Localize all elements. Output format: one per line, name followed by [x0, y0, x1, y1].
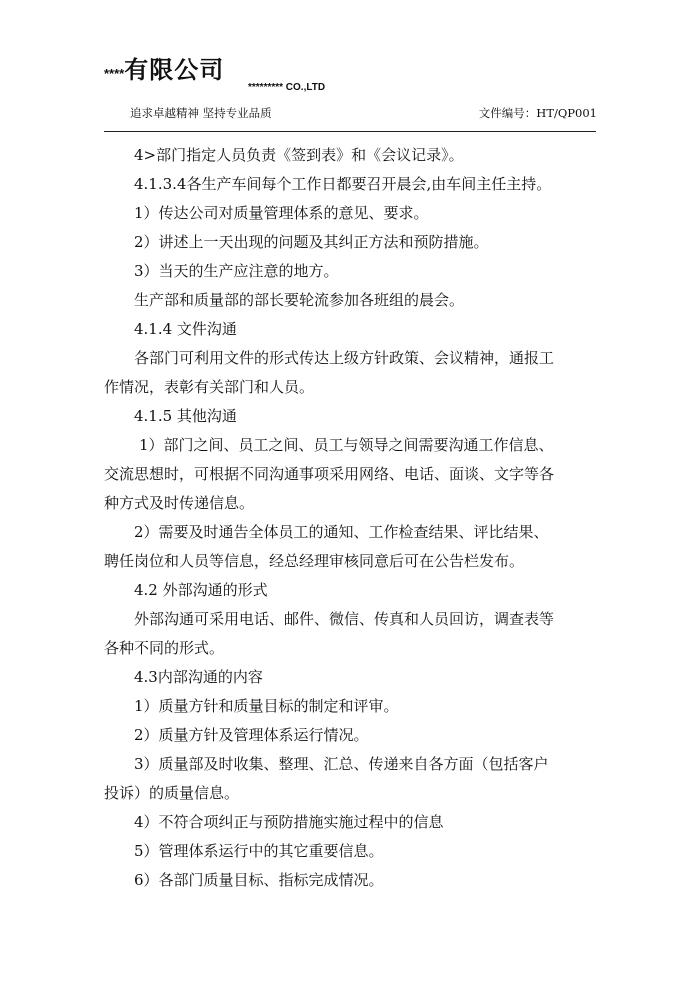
list-item: 1）传达公司对质量管理体系的意见、要求。 — [134, 204, 429, 222]
paragraph-line: 交流思想时，可根据不同沟通事项采用网络、电话、面谈、文字等各 — [104, 465, 555, 483]
paragraph-line: 1）部门之间、员工之间、员工与领导之间需要沟通工作信息、 — [139, 436, 554, 454]
list-item: 2）讲述上一天出现的问题及其纠正方法和预防措施。 — [134, 233, 489, 251]
paragraph-line: 2）需要及时通告全体员工的通知、工作检查结果、评比结果、 — [134, 523, 549, 541]
company-title — [104, 50, 224, 85]
paragraph-line: 投诉）的质量信息。 — [104, 784, 240, 802]
paragraph-line: 外部沟通可采用电话、邮件、微信、传真和人员回访，调查表等 — [134, 610, 555, 628]
paragraph — [104, 344, 596, 402]
paragraph: 4>部门指定人员负责《签到表》和《会议记录》。 — [134, 146, 464, 164]
paragraph-line: 聘任岗位和人员等信息，经总经理审核同意后可在公告栏发布。 — [104, 552, 525, 570]
list-item: 4）不符合项纠正与预防措施实施过程中的信息 — [134, 813, 444, 831]
company-name-prefix: **** — [104, 66, 125, 81]
section-heading: 4.1.3.4各生产车间每个工作日都要召开晨会,由车间主任主持。 — [134, 175, 552, 193]
company-slogan: 追求卓越精神 坚持专业品质 — [130, 106, 272, 120]
document-number: 文件编号：HT/QP001 — [478, 106, 597, 120]
paragraph-line: 3）质量部及时收集、整理、汇总、传递来自各方面（包括客户 — [134, 755, 549, 773]
list-item: 2）质量方针及管理体系运行情况。 — [134, 726, 369, 744]
section-heading: 4.1.5 其他沟通 — [134, 407, 237, 425]
paragraph-line: 种方式及时传递信息。 — [104, 494, 255, 512]
paragraph: 生产部和质量部的部长要轮流参加各班组的晨会。 — [134, 291, 465, 309]
page-header — [0, 0, 700, 140]
company-name: 有限公司 — [124, 56, 225, 84]
document-body — [104, 141, 596, 895]
section-heading: 4.1.4 文件沟通 — [134, 320, 237, 338]
header-divider — [104, 131, 596, 132]
paragraph-line: 各种不同的形式。 — [104, 639, 225, 657]
paragraph — [104, 518, 596, 576]
list-item — [104, 750, 596, 808]
section-heading: 4.3内部沟通的内容 — [134, 668, 263, 686]
list-item: 3）当天的生产应注意的地方。 — [134, 262, 339, 280]
company-english-name: ********* CO.,LTD — [248, 82, 326, 93]
paragraph — [104, 431, 596, 518]
list-item: 5）管理体系运行中的其它重要信息。 — [134, 842, 384, 860]
paragraph — [104, 605, 596, 663]
list-item: 6）各部门质量目标、指标完成情况。 — [134, 871, 384, 889]
paragraph-line: 各部门可利用文件的形式传达上级方针政策、会议精神，通报工 — [134, 349, 555, 367]
list-item: 1）质量方针和质量目标的制定和评审。 — [134, 697, 399, 715]
section-heading: 4.2 外部沟通的形式 — [134, 581, 268, 599]
paragraph-line: 作情况，表彰有关部门和人员。 — [104, 378, 315, 396]
